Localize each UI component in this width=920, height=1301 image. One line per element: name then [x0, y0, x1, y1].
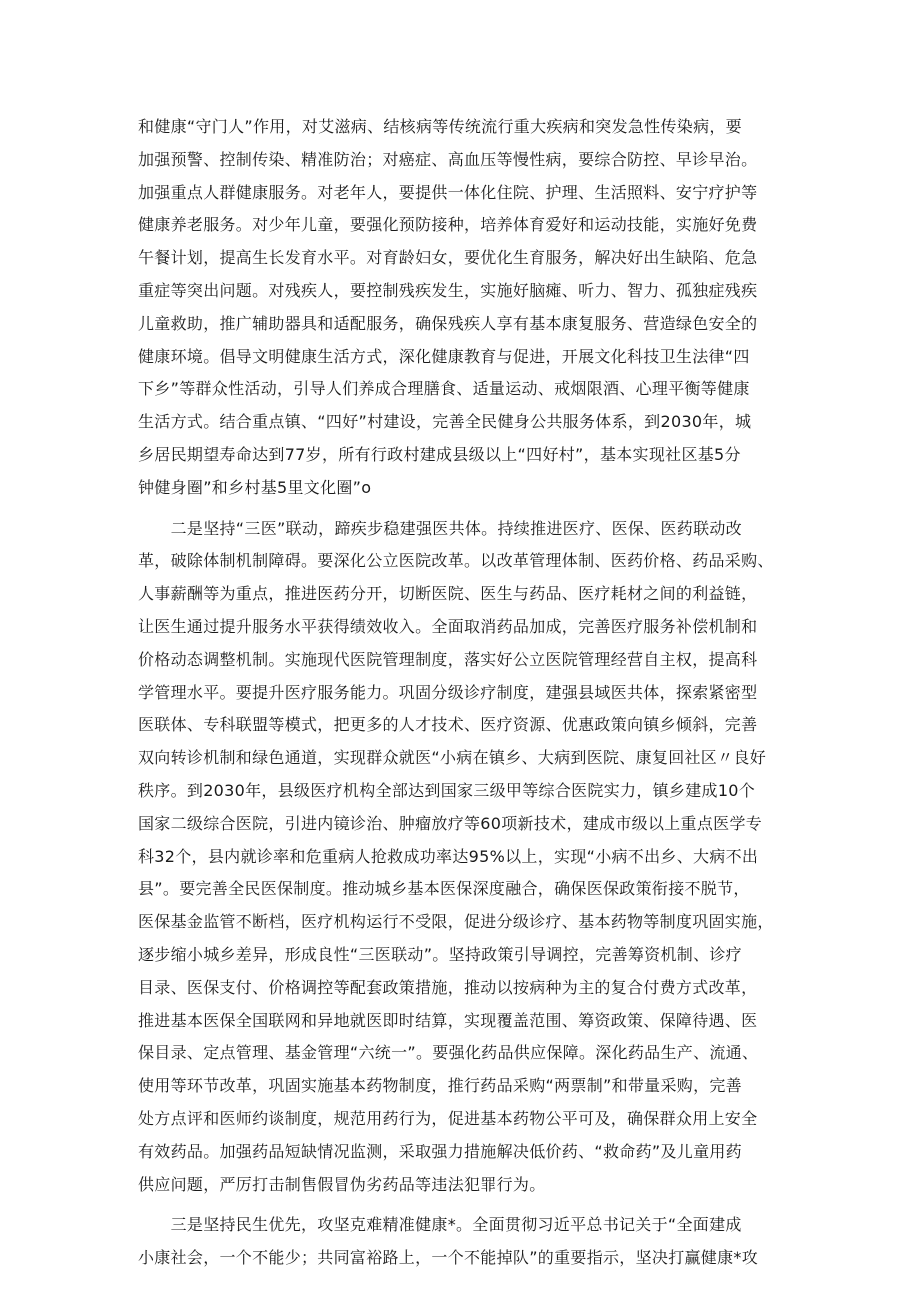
text-line: 处方点评和医师约谈制度，规范用药行为，促进基本药物公平可及，确保群众用上安全: [138, 1108, 758, 1128]
text-line: 保目录、定点管理、基金管理“六统一”。要强化药品供应保障。深化药品生产、流通、: [138, 1043, 759, 1063]
text-line: 钟健身圈”和乡村基5里文化圈”o: [138, 477, 372, 497]
text-line: 秩序。到2030年，县级医疗机构全部达到国家三级甲等综合医院实力，镇乡建成10个: [138, 780, 756, 800]
text-line: 供应问题，严厉打击制售假冒伪劣药品等违法犯罪行为。: [138, 1174, 546, 1194]
text-line: 加强预警、控制传染、精准防治；对癌症、高血压等慢性病，要综合防控、早诊早治。: [138, 149, 758, 169]
text-line: 人事薪酬等为重点，推进医药分开，切断医院、医生与药品、医疗耗材之间的利益链，: [138, 584, 758, 604]
paragraph-2: [138, 513, 790, 1202]
text-line: 科32个，县内就诊率和危重病人抢救成功率达95%以上，实现“小病不出乡、大病不出: [138, 846, 759, 866]
paragraph-gap: [138, 505, 790, 513]
text-line: 儿童救助，推广辅助器具和适配服务，确保残疾人享有基本康复服务、营造绿色安全的: [138, 313, 758, 333]
text-line: 下乡”等群众性活动，引导人们养成合理膳食、适量运动、戒烟限酒、心理平衡等健康: [138, 379, 750, 399]
text-line: 和健康“守门人”作用，对艾滋病、结核病等传统流行重大疾病和突发急性传染病，要: [138, 117, 742, 136]
text-line: 革，破除体制机制障碍。要深化公立医院改革。以改革管理体制、医药价格、药品采购、: [138, 551, 774, 571]
text-line: 有效药品。加强药品短缺情况监测，采取强力措施解决低价药、“救命药”及儿童用药: [138, 1141, 742, 1161]
paragraph-1: [138, 111, 790, 505]
text-line: 加强重点人群健康服务。对老年人，要提供一体化住院、护理、生活照料、安宁疗护等: [138, 182, 758, 202]
text-line: 乡居民期望寿命达到77岁，所有行政村建成县级以上“四好村”，基本实现社区基5分: [138, 444, 741, 464]
text-line: 小康社会，一个不能少；共同富裕路上，一个不能掉队”的重要指示，坚决打赢健康*攻: [138, 1248, 758, 1268]
text-line: 推进基本医保全国联网和异地就医即时结算，实现覆盖范围、筹资政策、保障待遇、医: [138, 1010, 758, 1030]
paragraph-gap: [138, 1201, 790, 1209]
text-line: 健康环境。倡导文明健康生活方式，深化健康教育与促进，开展文化科技卫生法律“四: [138, 346, 750, 366]
text-line: 让医生通过提升服务水平获得绩效收入。全面取消药品加成，完善医疗服务补偿机制和: [138, 616, 758, 636]
text-line: 逐步缩小城乡差异，形成良性“三医联动”。坚持政策引导调控，完善筹资机制、诊疗: [138, 944, 742, 964]
text-line: 使用等环节改革，巩固实施基本药物制度，推行药品采购“两票制”和带量采购，完善: [138, 1076, 742, 1096]
text-line: 健康养老服务。对少年儿童，要强化预防接种，培养体育爱好和运动技能，实施好免费: [138, 215, 758, 235]
paragraph-3: [138, 1209, 790, 1275]
text-line: 二是坚持“三医”联动，蹄疾步稳建强医共体。持续推进医疗、医保、医药联动改: [138, 518, 742, 538]
text-line: 学管理水平。要提升医疗服务能力。巩固分级诊疗制度，建强县域医共体，探索紧密型: [138, 682, 758, 702]
text-line: 医保基金监管不断档，医疗机构运行不受限，促进分级诊疗、基本药物等制度巩固实施，: [138, 912, 774, 932]
text-line: 双向转诊机制和绿色通道，实现群众就医“小病在镇乡、大病到医院、康复回社区〃良好: [138, 748, 766, 768]
text-line: 国家二级综合医院，引进内镜诊治、肿瘤放疗等60项新技术，建成市级以上重点医学专: [138, 813, 763, 833]
text-line: 生活方式。结合重点镇、“四好”村建设，完善全民健身公共服务体系，到2030年，城: [138, 412, 752, 432]
text-line: 三是坚持民生优先，攻坚克难精准健康*。全面贯彻习近平总书记关于“全面建成: [138, 1215, 742, 1235]
document-body: [138, 111, 790, 1275]
text-line: 医联体、专科联盟等模式，把更多的人才技术、医疗资源、优惠政策向镇乡倾斜，完善: [138, 715, 758, 735]
text-line: 午餐计划，提高生长发育水平。对育龄妇女，要优化生育服务，解决好出生缺陷、危急: [138, 248, 758, 268]
text-line: 目录、医保支付、价格调控等配套政策措施，推动以按病种为主的复合付费方式改革，: [138, 977, 758, 997]
text-line: 重症等突出问题。对残疾人，要控制残疾发生，实施好脑瘫、听力、智力、孤独症残疾: [138, 280, 758, 300]
text-line: 价格动态调整机制。实施现代医院管理制度，落实好公立医院管理经营自主权，提高科: [138, 649, 758, 669]
text-line: 县”。要完善全民医保制度。推动城乡基本医保深度融合，确保医保政策衔接不脱节，: [138, 879, 750, 899]
